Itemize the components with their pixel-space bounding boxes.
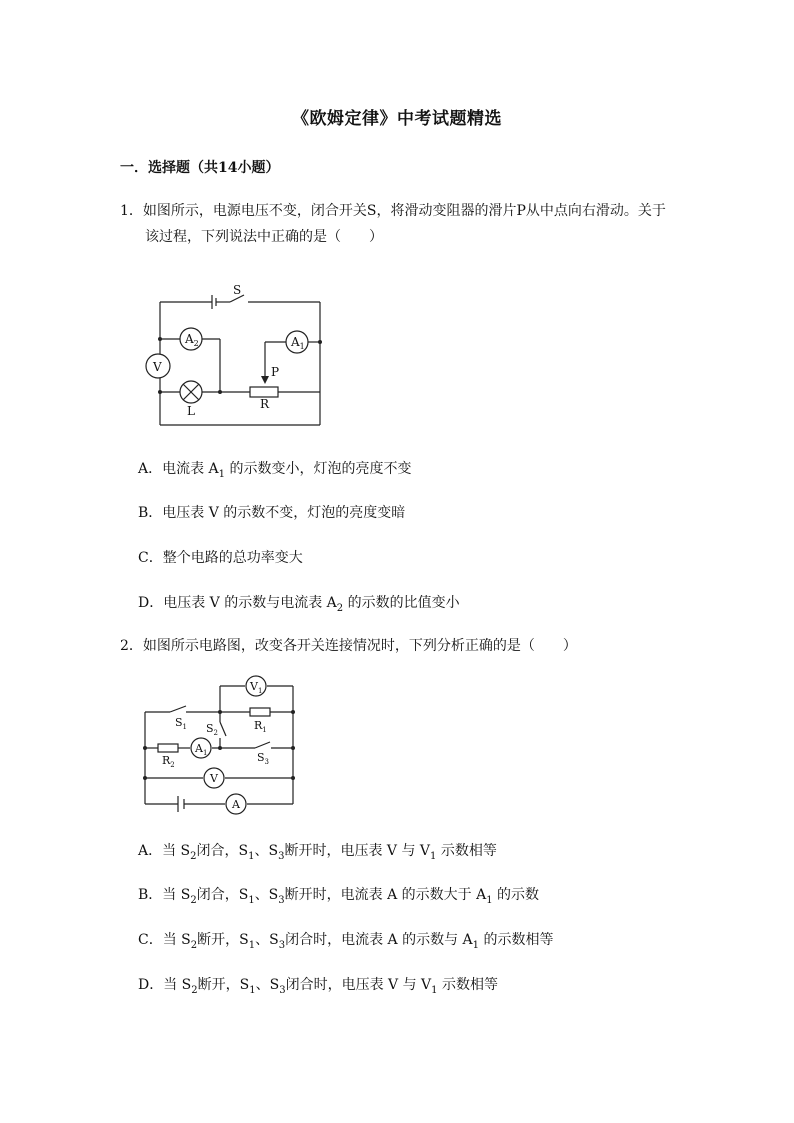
circuit-diagram-1: [140, 280, 340, 440]
switch-s1-icon: [170, 706, 186, 712]
resistor-r2-icon: [158, 744, 178, 752]
q1-option-a: A．电流表 $A_1$ 的示数变小，灯泡的亮度不变: [138, 461, 412, 480]
q1-option-c: C．整个电路的总功率变大: [138, 550, 303, 566]
question-1: [120, 198, 680, 250]
label-r2: $R_2$: [162, 754, 175, 769]
label-a: A: [232, 798, 240, 811]
label-l: L: [187, 404, 195, 418]
q2-option-d: D．当 $S_2$断开，$S_1$、$S_3$闭合时，电压表 V 与 $V_1$ 示数相等: [138, 977, 498, 996]
switch-s2-icon: [220, 722, 226, 736]
resistor-r-icon: [250, 387, 278, 397]
label-p: P: [271, 365, 280, 379]
slider-arrow-icon: [261, 376, 269, 384]
label-a1: $A_1$: [291, 335, 305, 351]
resistor-r1-icon: [250, 708, 270, 716]
label-v: V: [210, 772, 218, 785]
q2-option-c: C．当 $S_2$断开，$S_1$、$S_3$闭合时，电流表 A 的示数与 $A_1$ 的示数相等: [138, 932, 554, 951]
question-2: [120, 633, 680, 659]
page-title: 《欧姆定律》中考试题精选: [292, 109, 502, 129]
q2-option-b: B．当 $S_2$闭合，$S_1$、$S_3$断开时，电流表 A 的示数大于 $A_1$ 的示数: [138, 887, 540, 906]
label-a1: $A_1$: [195, 742, 208, 757]
label-s2: $S_2$: [206, 722, 219, 737]
circuit-diagram-2: [130, 672, 310, 817]
switch-s3-icon: [255, 742, 270, 748]
section-heading: 一．选择题（共14小题）: [120, 160, 280, 176]
question-1-line1: 1．如图所示，电源电压不变，闭合开关S，将滑动变阻器的滑片P从中点向右滑动。关于: [120, 203, 666, 219]
label-v1: $V_1$: [250, 680, 263, 695]
question-2-line1: 2．如图所示电路图，改变各开关连接情况时，下列分析正确的是（ ）: [120, 638, 577, 654]
label-s3: $S_3$: [257, 751, 270, 766]
label-a2: $A_2$: [185, 332, 199, 348]
q2-option-a: A．当 $S_2$闭合，$S_1$、$S_3$断开时，电压表 V 与 $V_1$ 示数相等: [138, 843, 497, 862]
label-r: R: [260, 397, 270, 411]
label-s1: $S_1$: [175, 716, 188, 731]
question-1-line2: 该过程，下列说法中正确的是（ ）: [145, 229, 383, 245]
label-s: S: [233, 283, 242, 297]
q1-option-d: D．电压表 V 的示数与电流表 $A_2$ 的示数的比值变小: [138, 595, 460, 614]
label-v: V: [153, 360, 162, 374]
label-r1: $R_1$: [254, 719, 267, 734]
q1-option-b: B．电压表 V 的示数不变，灯泡的亮度变暗: [138, 505, 406, 521]
